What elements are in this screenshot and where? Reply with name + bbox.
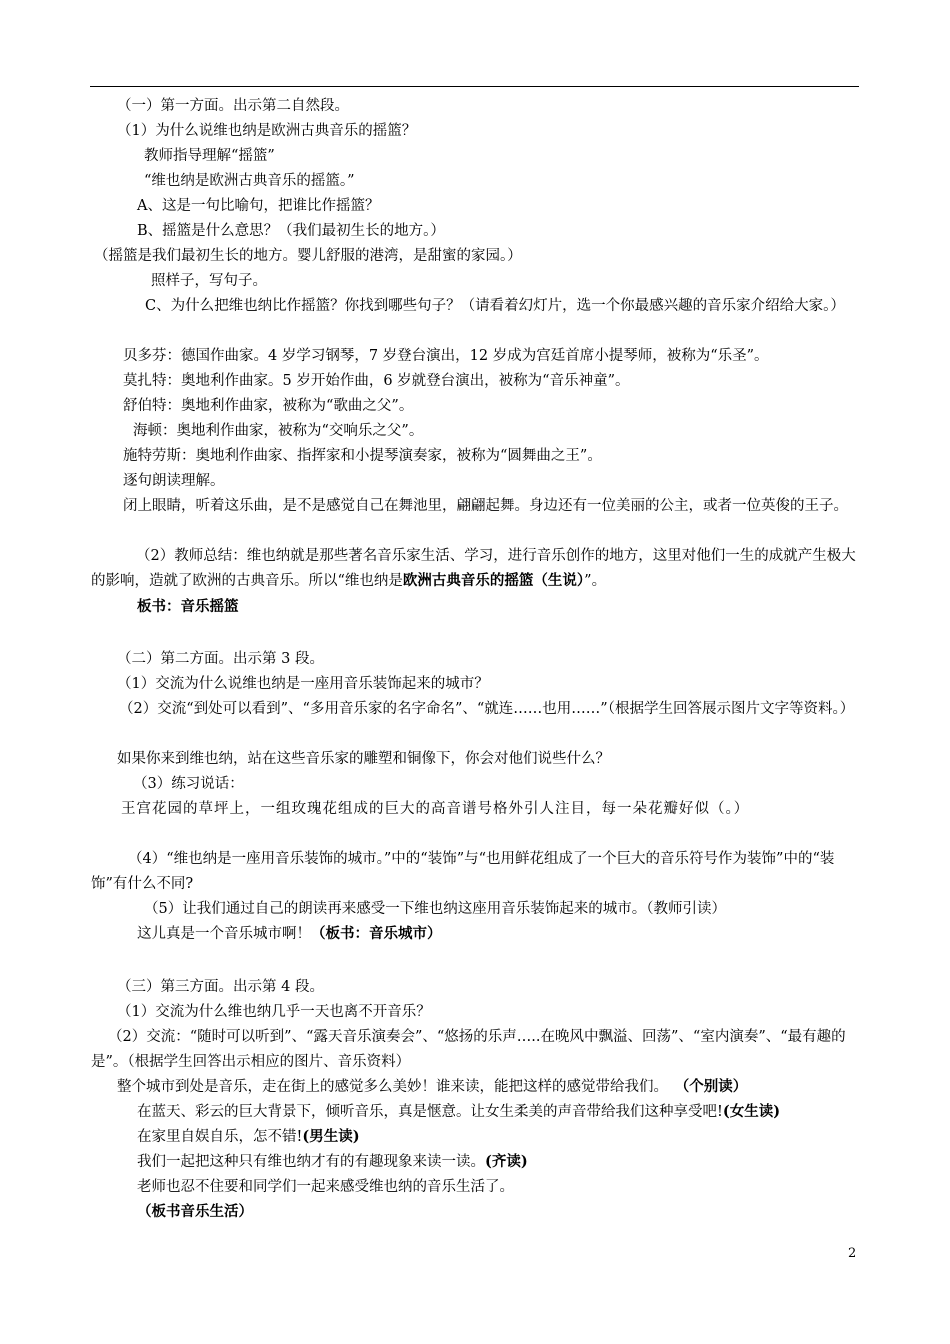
page-number: 2: [848, 1246, 857, 1261]
s2-board: （板书：音乐城市）: [311, 925, 442, 942]
s3-sky-mode: (女生读): [722, 1103, 781, 1120]
s3-whole-mode: （个别读）: [682, 1078, 748, 1095]
s1-guide: 教师指导理解“摇篮”: [144, 148, 275, 164]
header-rule: [90, 86, 859, 87]
s3-sky-text: 在蓝天、彩云的巨大背景下，倾听音乐，真是惬意。让女生柔美的声音带给我们这种享受吧!: [137, 1104, 723, 1120]
s3-question-1: （1）交流为什么维也纳几乎一天也离不开音乐？: [117, 1004, 431, 1020]
s1-mozart: 莫扎特：奥地利作曲家。5 岁开始作曲，6 岁就登台演出，被称为“音乐神童”。: [123, 373, 630, 389]
s2-question-1: （1）交流为什么说维也纳是一座用音乐装饰起来的城市？: [117, 676, 489, 692]
s1-summary: [91, 544, 861, 593]
s3-home: [137, 1127, 360, 1147]
s1-read: 逐句朗读理解。: [123, 473, 225, 489]
s1-strauss: 施特劳斯：奥地利作曲家、指挥家和小提琴演奏家，被称为“圆舞曲之王”。: [123, 448, 602, 464]
s2-question-2: （2）交流“到处可以看到”、“多用音乐家的名字命名”、“就连……也用……”（根据学生回答展示图片文字等资料。）: [119, 701, 855, 717]
s3-board: （板书音乐生活）: [137, 1203, 253, 1220]
s3-sky: [137, 1102, 780, 1122]
s1-question-1: （1）为什么说维也纳是欧洲古典音乐的摇篮？: [117, 123, 417, 139]
s1-summary-emph: 欧洲古典音乐的摇篮（生说）: [402, 571, 585, 589]
s2-question-4: （4）“维也纳是一座用音乐装饰的城市。”中的“装饰”与“也用鲜花组成了一个巨大的音乐符号作为装饰”中的“装饰”有什么不同?: [91, 851, 835, 892]
s2-if: 如果你来到维也纳，站在这些音乐家的雕塑和铜像下，你会对他们说些什么？: [117, 751, 610, 767]
s1-example: 照样子，写句子。: [151, 273, 267, 289]
s1-summary-text: （2）教师总结：维也纳就是那些著名音乐家生活、学习，进行音乐创作的地方，这里对他们一生的成就产生极大的影响，造就了欧洲的古典音乐。所以“维也纳是: [91, 548, 856, 589]
s3-together-text: 我们一起把这种只有维也纳才有的有趣现象来读一读。: [137, 1154, 485, 1170]
s3-home-mode: (男生读): [302, 1128, 360, 1145]
s1-item-c: C、为什么把维也纳比作摇篮？你找到哪些句子？（请看着幻灯片，选一个你最感兴趣的音乐家介绍给大家。）: [145, 298, 845, 314]
s2-question-3: （3）练习说话：: [133, 776, 244, 792]
section-1-heading: （一）第一方面。出示第二自然段。: [117, 98, 349, 114]
s3-together-mode: (齐读): [485, 1153, 528, 1170]
s1-summary-end: ”。: [584, 572, 607, 589]
section-3-heading: （三）第三方面。出示第 4 段。: [117, 979, 324, 995]
s1-schubert: 舒伯特：奥地利作曲家，被称为“歌曲之父”。: [123, 398, 414, 414]
s1-item-b-paren: （摇篮是我们最初生长的地方。婴儿舒服的港湾，是甜蜜的家园。）: [94, 248, 522, 264]
s2-city: [137, 924, 442, 944]
s1-imagine: 闭上眼睛，听着这乐曲，是不是感觉自己在舞池里，翩翩起舞。身边还有一位美丽的公主，或者一位英俊的王子。: [123, 498, 848, 514]
s1-item-a: A、这是一句比喻句，把谁比作摇篮？: [137, 198, 380, 214]
s1-board: 板书：音乐摇篮: [137, 598, 239, 615]
s1-item-b: B、摇篮是什么意思？（我们最初生长的地方。）: [137, 223, 445, 239]
s2-garden: 王宫花园的草坪上，一组玫瑰花组成的巨大的高音谱号格外引人注目，每一朵花瓣好似（。）: [121, 801, 750, 817]
s3-question-2: （2）交流：“随时可以听到”、“露天音乐演奏会”、“悠扬的乐声…..在晚风中飘溢、回荡”、“室内演奏”、“最有趣的是”。（根据学生回答出示相应的图片、音乐资料）: [91, 1029, 846, 1070]
s3-home-text: 在家里自娱自乐，怎不错!: [137, 1129, 303, 1145]
section-2-heading: （二）第二方面。出示第 3 段。: [117, 651, 324, 667]
s1-beethoven: 贝多芬：德国作曲家。4 岁学习钢琴，7 岁登台演出，12 岁成为宫廷首席小提琴师，被称为“乐圣”。: [123, 348, 769, 364]
s3-whole-text: 整个城市到处是音乐，走在街上的感觉多么美妙！谁来读，能把这样的感觉带给我们。: [117, 1079, 668, 1095]
s1-quote: “维也纳是欧洲古典音乐的摇篮。”: [144, 173, 355, 189]
s2-city-text: 这儿真是一个音乐城市啊！: [137, 926, 311, 942]
s2-question-5: （5）让我们通过自己的朗读再来感受一下维也纳这座用音乐装饰起来的城市。（教师引读）: [144, 901, 726, 917]
s3-teacher: 老师也忍不住要和同学们一起来感受维也纳的音乐生活了。: [137, 1179, 514, 1195]
s3-together: [137, 1152, 528, 1172]
s1-haydn: 海顿：奥地利作曲家，被称为“交响乐之父”。: [133, 423, 424, 439]
s3-whole: [117, 1077, 747, 1097]
